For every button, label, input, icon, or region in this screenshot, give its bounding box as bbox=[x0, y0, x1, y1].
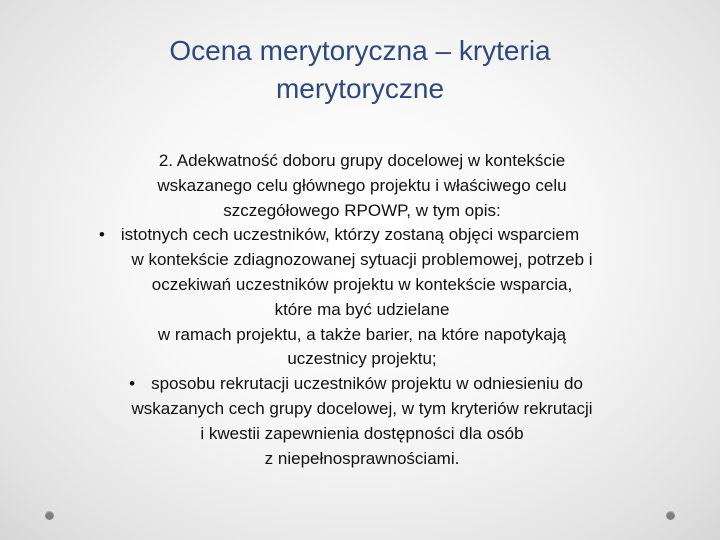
intro-line: wskazanego celu głównego projektu i właściwego celu bbox=[157, 175, 567, 195]
slide-body bbox=[62, 149, 662, 471]
bullet-1-line: w kontekście zdiagnozowanej sytuacji problemowej, potrzeb i bbox=[131, 250, 593, 270]
intro-line: 2. Adekwatność doboru grupy docelowej w kontekście bbox=[158, 151, 566, 170]
bullet-1-line: oczekiwań uczestników projektu w kontekście wsparcia, bbox=[151, 274, 573, 294]
bullet-1-line: w ramach projektu, a także barier, na które napotykają bbox=[157, 324, 567, 344]
bullet-2-line: i kwestii zapewnienia dostępności dla osób bbox=[200, 423, 524, 443]
decorative-dot-left bbox=[45, 511, 54, 520]
slide-title-line: Ocena merytoryczna – kryteria bbox=[169, 35, 551, 66]
decorative-dot-right bbox=[666, 511, 675, 520]
bullet-1-line: które ma być udzielane bbox=[274, 299, 450, 319]
bullet-2-line: z niepełnosprawnościami. bbox=[264, 448, 460, 468]
slide-title bbox=[60, 32, 660, 108]
bullet-2-first-line bbox=[50, 372, 662, 397]
slide-title-line: merytoryczne bbox=[275, 73, 445, 104]
bullet-1-line: uczestnicy projektu; bbox=[287, 349, 437, 369]
bullet-1-first-line bbox=[16, 223, 662, 248]
bullet-marker: • bbox=[98, 225, 105, 245]
intro-line: szczegółowego RPOWP, w tym opis: bbox=[223, 200, 501, 220]
bullet-marker: • bbox=[129, 374, 136, 394]
bullet-2-line: wskazanych cech grupy docelowej, w tym kryteriów rekrutacji bbox=[131, 398, 593, 418]
bullet-text: istotnych cech uczestników, którzy zostaną objęci wsparciem bbox=[120, 225, 580, 245]
bullet-text: sposobu rekrutacji uczestników projektu w odniesieniu do bbox=[151, 374, 583, 394]
